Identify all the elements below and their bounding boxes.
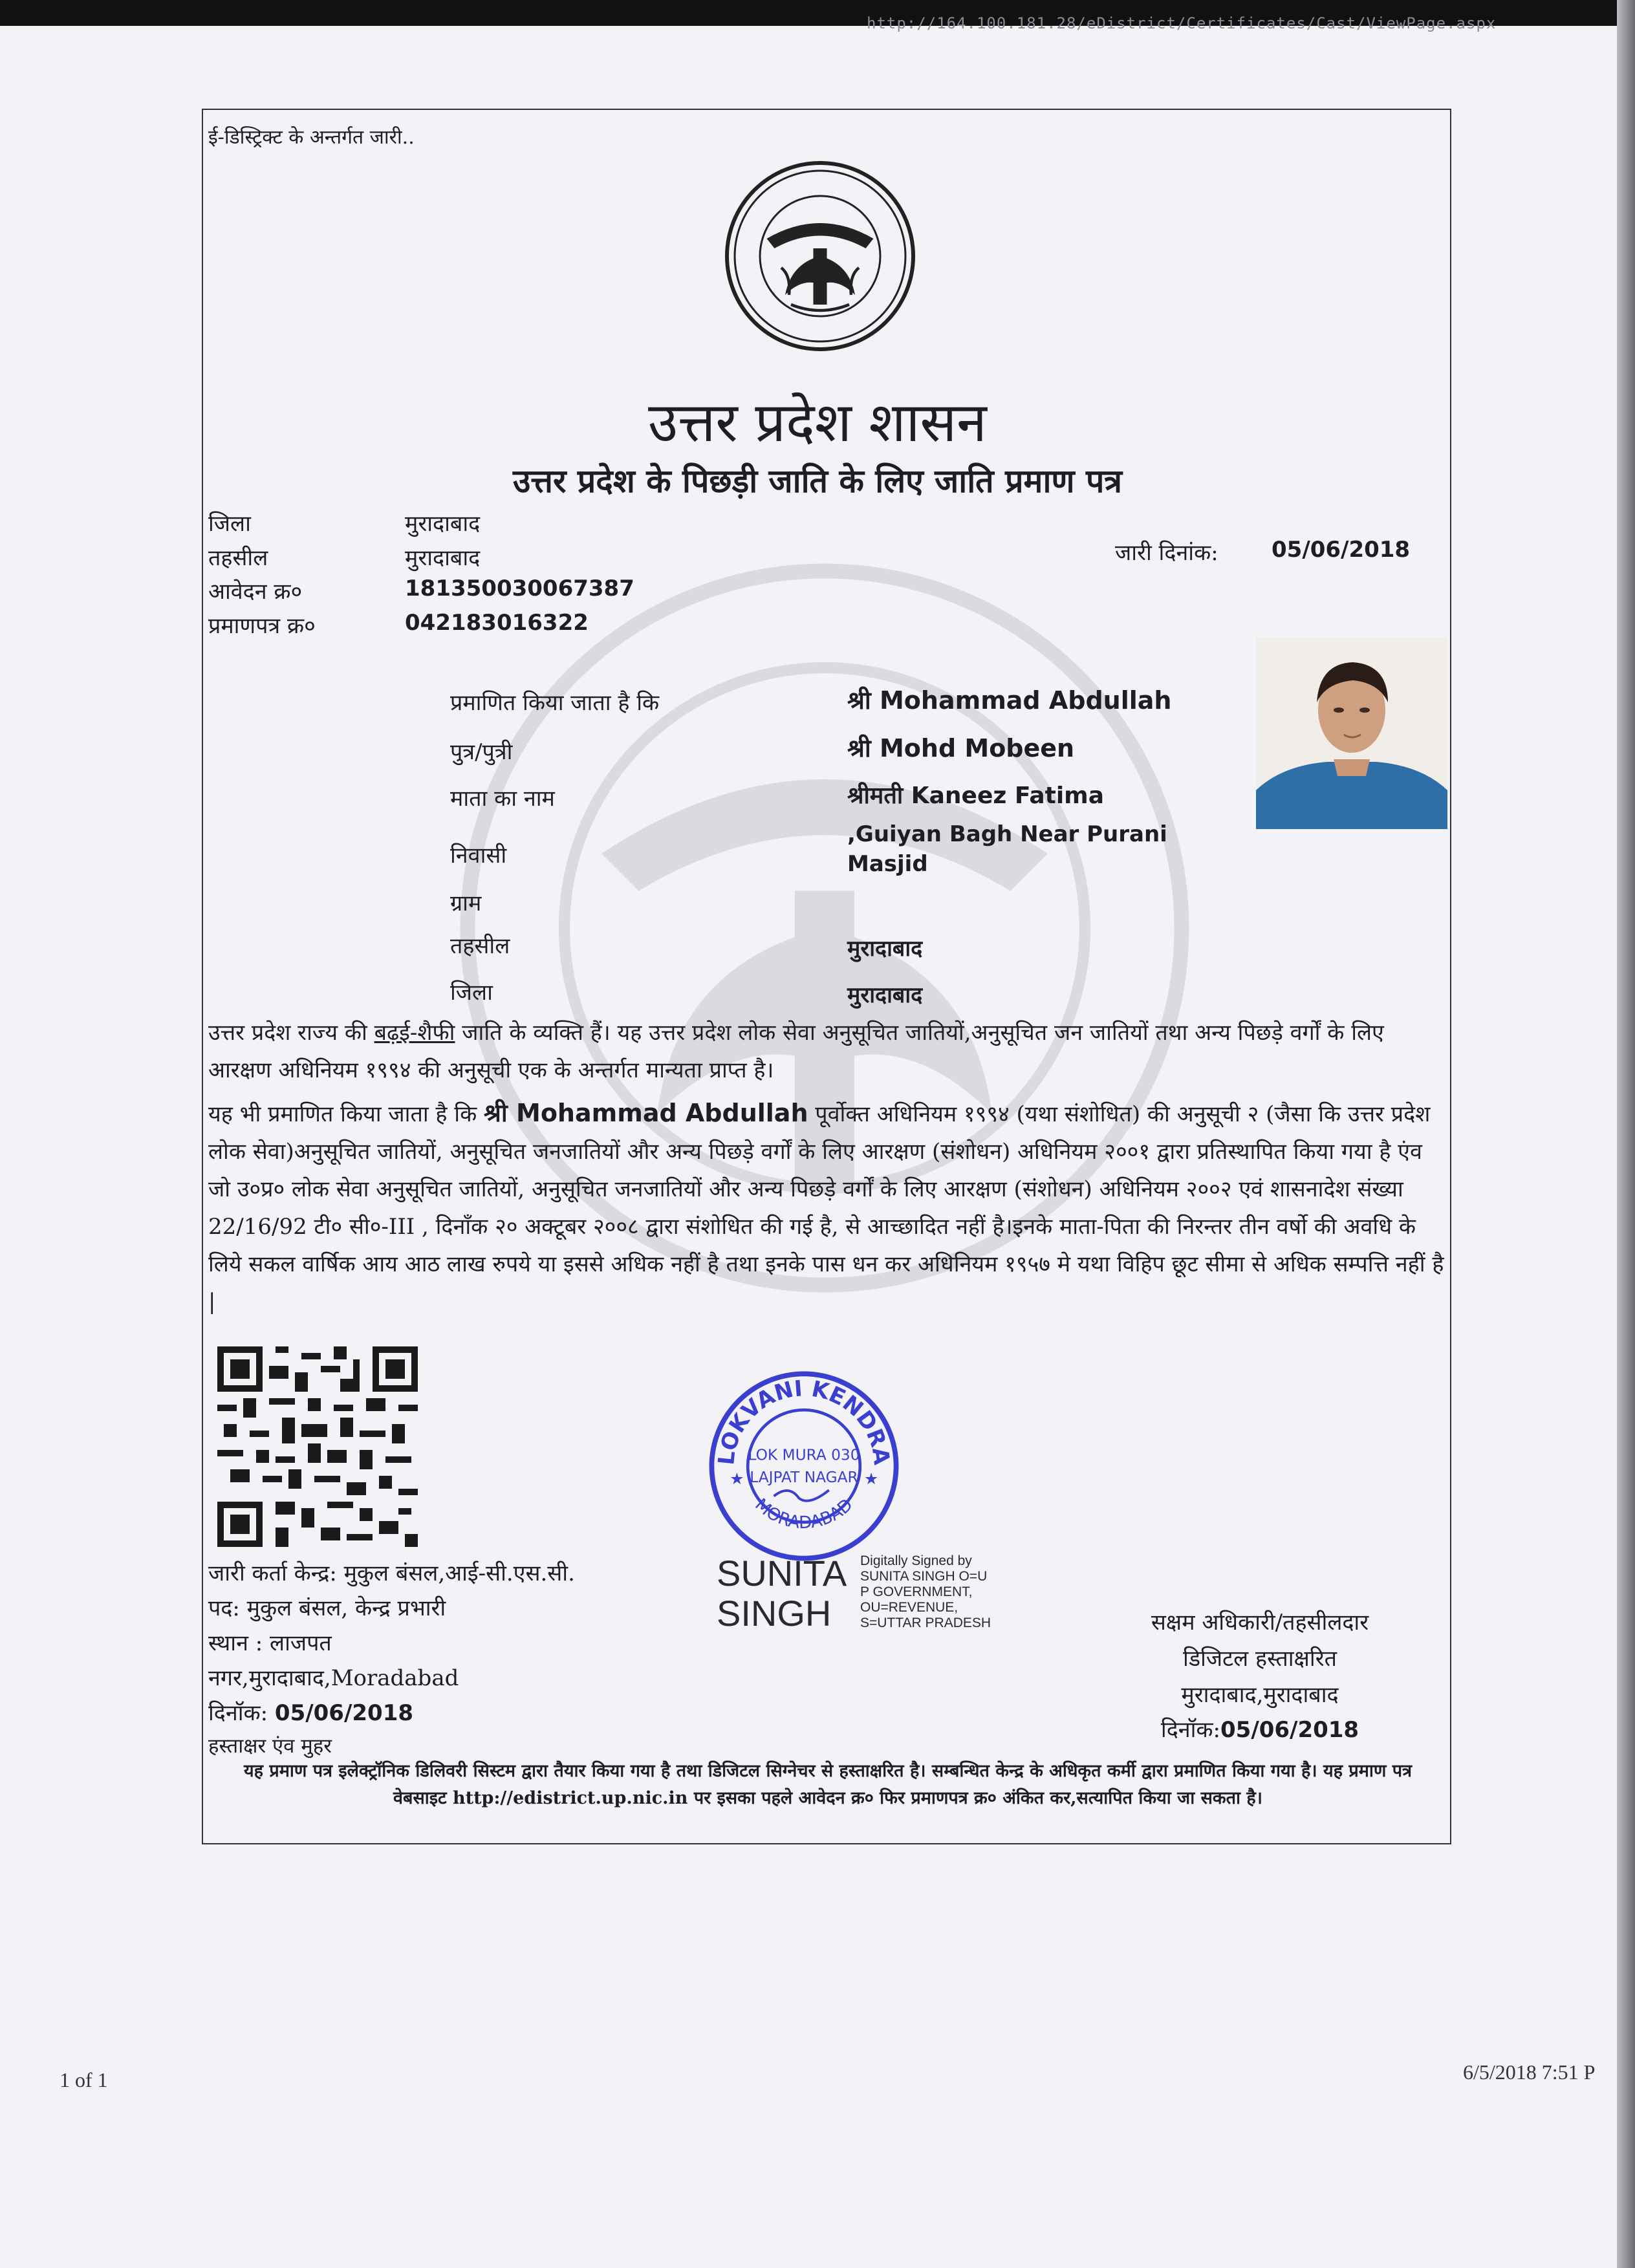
caste-para-intro: उत्तर प्रदेश राज्य की	[208, 1020, 374, 1046]
detail-district-value: मुरादाबाद	[847, 982, 923, 1008]
svg-text:★: ★	[864, 1469, 879, 1488]
sig-detail-4: OU=REVENUE,	[860, 1600, 958, 1615]
signer-name-line2: SINGH	[717, 1593, 832, 1634]
up-government-emblem-icon	[723, 159, 917, 353]
issuer-place-line1: स्थान : लाजपत	[208, 1630, 332, 1656]
person-photo-icon	[1256, 638, 1447, 829]
issuer-date-value: 05/06/2018	[274, 1700, 414, 1726]
caste-name: बढ़ई-शैफी	[374, 1020, 455, 1046]
income-paragraph	[208, 1094, 1445, 1321]
stamp-line2: LAJPAT NAGAR	[750, 1468, 858, 1486]
meta-application-label: आवेदन क्र०	[208, 579, 303, 605]
issuer-sign-line: हस्ताक्षर एंव मुहर	[208, 1734, 332, 1758]
authority-date-value: 05/06/2018	[1220, 1717, 1359, 1743]
issuer-place-line2: नगर,मुरादाबाद,Moradabad	[208, 1665, 459, 1691]
authority-line1: सक्षम अधिकारी/तहसीलदार	[1151, 1610, 1369, 1636]
issuer-date	[208, 1697, 413, 1727]
issue-date-value: 05/06/2018	[1272, 537, 1411, 563]
issuer-date-label: दिनॉक:	[208, 1700, 268, 1726]
son-of-label: पुत्र/पुत्री	[450, 739, 513, 765]
stamp-signature-scribble	[774, 1490, 829, 1501]
verification-note: यह प्रमाण पत्र इलेक्ट्रॉनिक डिलिवरी सिस्टम द्वारा तैयार किया गया है तथा डिजिटल सिग्नेचर से हस्ताक्षरित है। सम्बन्धित केन्द्र के अधिकृत कर्मी द्वारा प्रमाणित किया गया है। यह प्रमाण पत्र वेबसाइट http://edistrict.up.nic.in पर इसका पहले आवेदन क्र० फिर प्रमाणपत्र क्र० अंकित कर,सत्यापित किया जा सकता है।	[243, 1761, 1413, 1808]
caste-paragraph	[208, 1014, 1445, 1089]
issuer-center: जारी कर्ता केन्द्र: मुकुल बंसल,आई-सी.एस.सी.	[208, 1561, 575, 1586]
sig-detail-3: P GOVERNMENT,	[860, 1584, 973, 1599]
sig-detail-5: S=UTTAR PRADESH	[860, 1615, 991, 1630]
resident-address-line2: Masjid	[847, 851, 928, 877]
meta-tehsil-label: तहसील	[208, 545, 268, 571]
browser-url-text: http://164.100.181.28/eDistrict/Certificates/Cast/ViewPage.aspx	[867, 14, 1497, 32]
sig-detail-1: Digitally Signed by	[860, 1553, 972, 1568]
meta-certificate-value: 042183016322	[405, 610, 589, 636]
village-label: ग्राम	[450, 891, 482, 916]
applicant-photo	[1256, 638, 1447, 829]
authority-date	[1085, 1714, 1435, 1744]
authority-line2: डिजिटल हस्ताक्षरित	[1183, 1646, 1337, 1672]
detail-tehsil-label: तहसील	[450, 933, 510, 959]
sig-detail-2: SUNITA SINGH O=U	[860, 1569, 988, 1584]
issue-date-label: जारी दिनांक:	[1115, 540, 1218, 566]
mother-name-label: माता का नाम	[450, 786, 555, 812]
detail-district-label: जिला	[450, 980, 493, 1006]
digital-signature-block	[717, 1553, 847, 1634]
lokvani-kendra-stamp	[704, 1366, 904, 1566]
svg-text:★: ★	[730, 1469, 744, 1488]
meta-certificate-label: प्रमाणपत्र क्र०	[208, 613, 316, 639]
stamp-top-text: LOKVANI KENDRA	[713, 1376, 895, 1467]
print-datetime: 6/5/2018 7:51 P	[1463, 2060, 1596, 2084]
stamp-line1: LOK MURA 030	[748, 1446, 860, 1464]
meta-tehsil-value: मुरादाबाद	[405, 545, 481, 571]
stamp-bottom-text: MORADABAD	[751, 1495, 857, 1533]
certified-label: प्रमाणित किया जाता है कि	[450, 690, 660, 716]
certified-name: श्री Mohammad Abdullah	[847, 686, 1172, 715]
detail-tehsil-value: मुरादाबाद	[847, 936, 923, 962]
meta-district-label: जिला	[208, 511, 251, 537]
resident-address-line1: ,Guiyan Bagh Near Purani	[847, 821, 1167, 847]
resident-label: निवासी	[450, 843, 507, 869]
authority-line3: मुरादाबाद,मुरादाबाद	[1181, 1682, 1339, 1708]
caste-para-rest: जाति के व्यक्ति हैं। यह उत्तर प्रदेश लोक सेवा अनुसूचित जातियों,अनुसूचित जन जातियों तथा अन्य पिछड़े वर्गों के लिए आरक्षण अधिनियम १९९४ की अनुसूची एक के अन्तर्गत मान्यता प्राप्त है।	[208, 1020, 1384, 1083]
income-para-name: श्री Mohammad Abdullah	[484, 1099, 808, 1127]
income-para-intro: यह भी प्रमाणित किया जाता है कि	[208, 1101, 484, 1127]
income-para-rest: पूर्वोक्त अधिनियम १९९४ (यथा संशोधित) की अनुसूची २ (जैसा कि उत्तर प्रदेश लोक सेवा)अनुसूचित जातियों, अनुसूचित जनजातियों और अन्य पिछड़े वर्गों के लिए आरक्षण (संशोधन) अधिनियम २००१ द्वारा प्रतिस्थापित किया गया है एंव जो उ०प्र० लोक सेवा अनुसूचित जातियों, अनुसूचित जनजातियों और अन्य पिछड़े वर्गों के लिए आरक्षण (संशोधन) अधिनियम २००२ एवं शासनादेश संख्या 22/16/92 टी० सी०-III , दिनाँक २० अक्टूबर २००८ द्वारा संशोधित की गई है, से आच्छादित नहीं है।इनके माता-पिता की निरन्तर तीन वर्षो की अवधि के लिये सकल वार्षिक आय आठ लाख रुपये या इससे अधिक नहीं है तथा इनके पास धन कर अधिनियम १९५७ मे यथा विहिप छूट सीमा से अधिक सम्पत्ति नहीं है |	[208, 1101, 1444, 1315]
qr-code	[217, 1346, 418, 1547]
issuer-post: पद: मुकुल बंसल, केन्द्र प्रभारी	[208, 1595, 446, 1621]
scan-right-edge	[1617, 0, 1635, 2268]
digital-signature-details	[860, 1553, 991, 1631]
meta-application-value: 181350030067387	[405, 576, 634, 601]
certificate-title: उत्तर प्रदेश के पिछड़ी जाति के लिए जाति प्रमाण पत्र	[513, 462, 1122, 500]
mother-name: श्रीमती Kaneez Fatima	[847, 783, 1104, 809]
signer-name-line1: SUNITA	[717, 1553, 847, 1593]
page-number: 1 of 1	[60, 2068, 108, 2091]
issued-under-text: ई-डिस्ट्रिक्ट के अन्तर्गत जारी..	[208, 126, 415, 149]
authority-date-label: दिनॉक:	[1160, 1717, 1220, 1743]
father-name: श्री Mohd Mobeen	[847, 734, 1075, 762]
meta-district-value: मुरादाबाद	[405, 511, 481, 537]
government-title: उत्तर प्रदेश शासन	[648, 391, 987, 454]
